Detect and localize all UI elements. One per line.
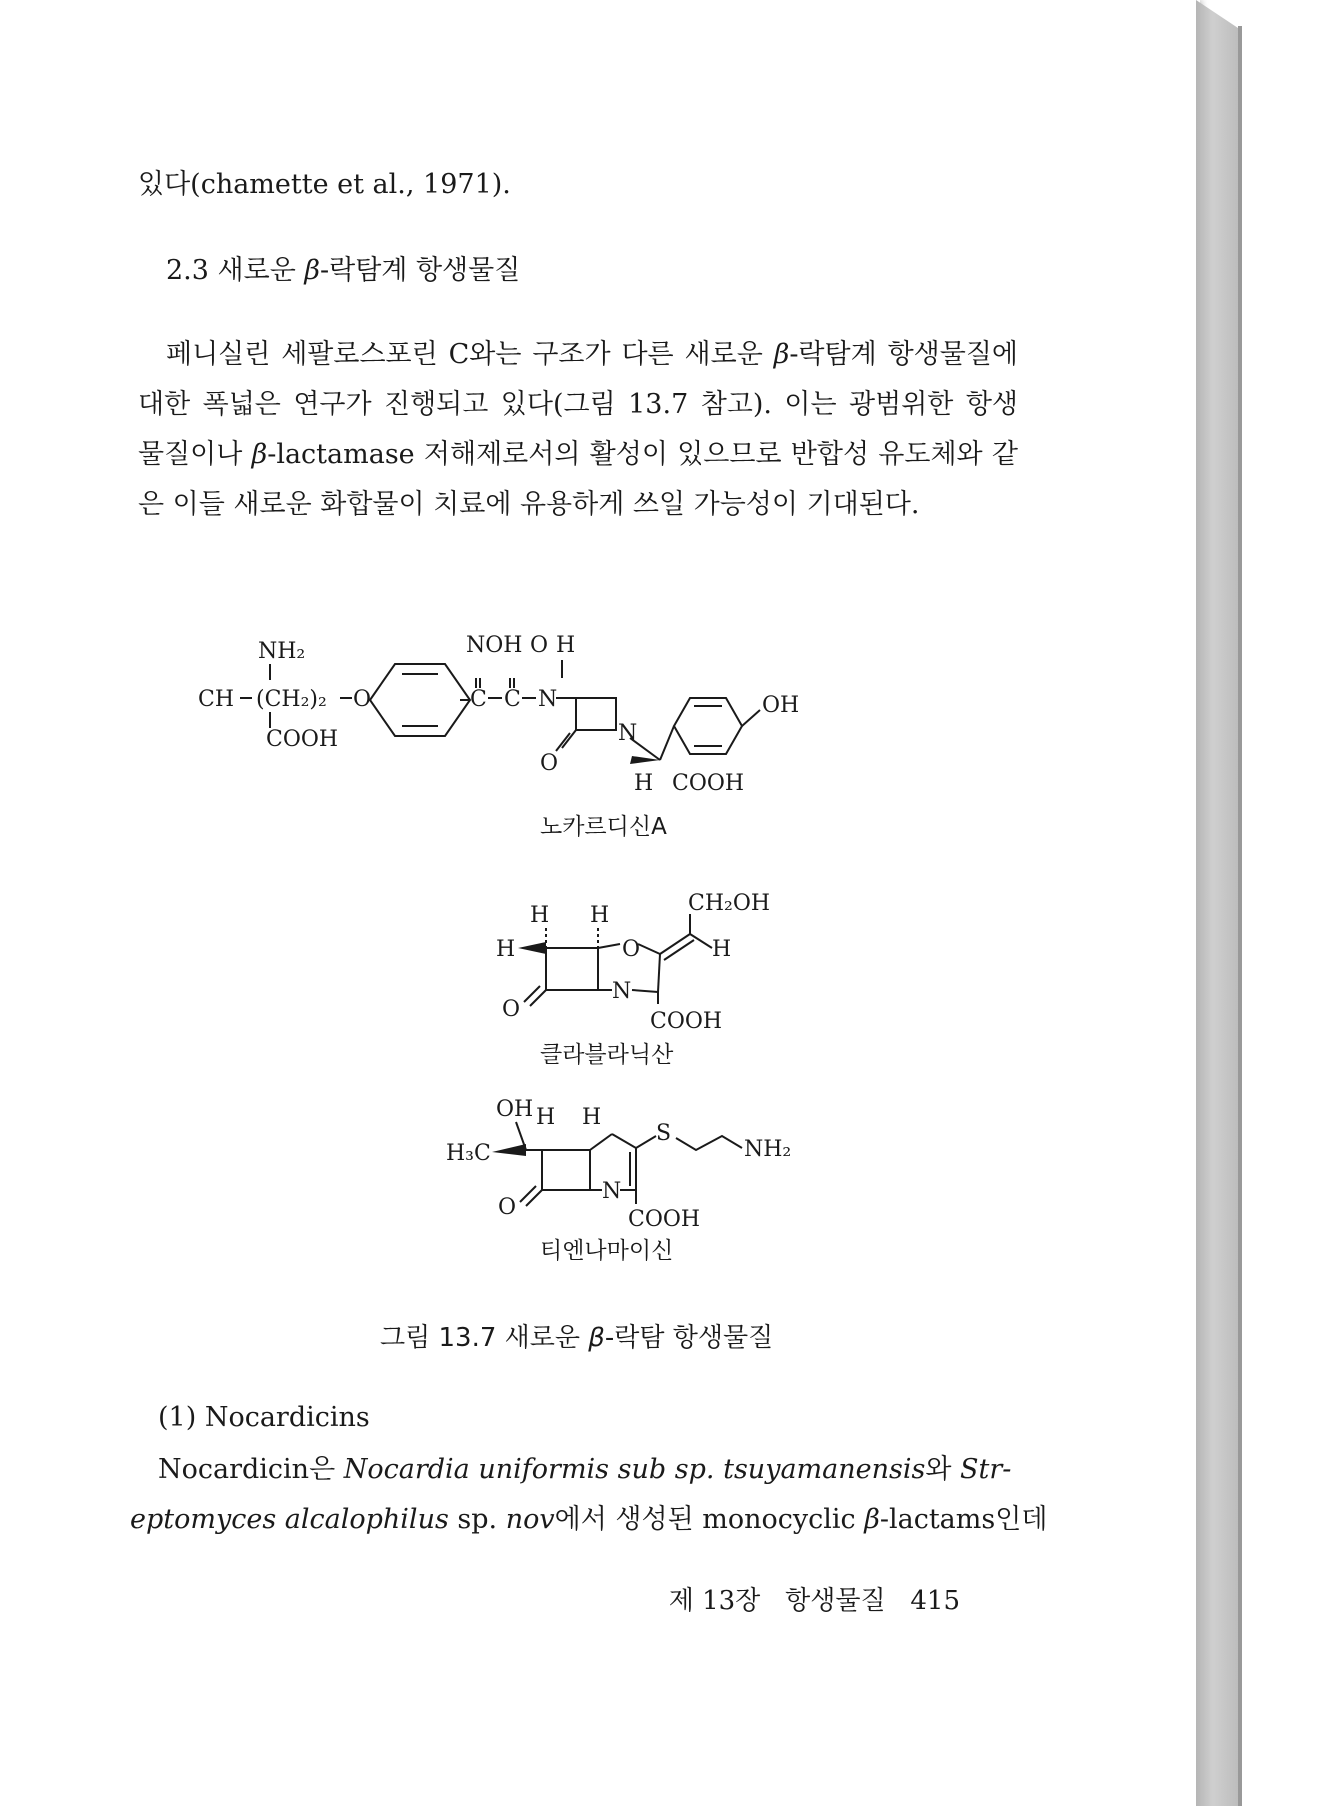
svg-text:H: H [582, 1105, 602, 1130]
svg-text:N: N [538, 687, 558, 712]
footer-chapter: 제 13장 [668, 1586, 761, 1616]
page-number: 415 [910, 1586, 960, 1616]
nocardicin-a-name: 노카르디신A [540, 814, 667, 840]
page-footer [669, 1580, 960, 1617]
clavulanic-acid-name: 클라블라닉산 [540, 1042, 674, 1068]
svg-text:H: H [712, 937, 732, 962]
svg-text:H: H [530, 903, 550, 928]
clavulanic-acid-structure [490, 880, 810, 1030]
svg-text:H: H [536, 1105, 556, 1130]
svg-text:N: N [602, 1179, 622, 1204]
svg-text:C: C [504, 687, 521, 712]
paragraph-2-line-1: Nocardicin은 Nocardia uniformis sub sp. tsuyamanensis와 Str- [158, 1454, 1012, 1485]
paragraph-2 [158, 1445, 1012, 1495]
svg-text:(CH₂)₂: (CH₂)₂ [256, 687, 327, 712]
svg-text:O: O [498, 1195, 517, 1220]
svg-text:O: O [502, 997, 521, 1022]
svg-text:COOH: COOH [672, 771, 745, 796]
subsection-heading: (1) Nocardicins [158, 1402, 370, 1433]
svg-text:O: O [540, 751, 559, 776]
svg-text:H₃C: H₃C [446, 1141, 491, 1166]
svg-text:N: N [612, 979, 632, 1004]
svg-text:OH: OH [762, 693, 800, 718]
svg-text:H: H [590, 903, 610, 928]
book-edge [1238, 26, 1242, 1806]
nocardicin-a-structure [190, 630, 850, 800]
svg-text:COOH: COOH [628, 1207, 701, 1232]
section-number: 2.3 [166, 255, 209, 286]
svg-text:O: O [353, 687, 372, 712]
svg-text:N: N [618, 721, 638, 746]
svg-text:COOH: COOH [266, 727, 339, 752]
footer-title: 항생물질 [785, 1586, 886, 1616]
thienamycin-name: 티엔나마이신 [540, 1238, 674, 1264]
svg-text:H: H [496, 937, 516, 962]
svg-text:NH₂: NH₂ [744, 1137, 792, 1162]
svg-text:H: H [634, 771, 654, 796]
figure-caption: 그림 13.7 새로운 β-락탐 항생물질 [380, 1323, 774, 1353]
svg-text:NH₂: NH₂ [258, 639, 306, 664]
section-heading: 2.3 새로운 β-락탐계 항생물질 [166, 255, 521, 286]
svg-text:C: C [470, 687, 487, 712]
svg-text:O: O [530, 633, 549, 658]
svg-text:OH: OH [496, 1097, 534, 1122]
svg-text:NOH: NOH [466, 633, 523, 658]
paragraph-1-line-4: 은 이들 새로운 화합물이 치료에 유용하게 쓰일 가능성이 기대된다. [138, 489, 920, 520]
paragraph-1-line-3: 물질이나 β-lactamase 저해제로서의 활성이 있으므로 반합성 유도체와 같 [138, 439, 1018, 470]
svg-text:CH: CH [198, 687, 235, 712]
paragraph-2-line-2: eptomyces alcalophilus sp. nov에서 생성된 monocyclic β-lactams인데 [130, 1504, 1048, 1535]
paragraph-2-cont [130, 1495, 1048, 1545]
thienamycin-structure [440, 1090, 860, 1240]
svg-text:O: O [622, 937, 641, 962]
book-spine [1196, 0, 1238, 1806]
svg-text:S: S [656, 1121, 672, 1146]
paragraph-1-line-2: 대한 폭넓은 연구가 진행되고 있다(그림 13.7 참고). 이는 광범위한 항생 [138, 389, 1018, 420]
intro-line: 있다(chamette et al., 1971). [138, 169, 511, 200]
paragraph-1-line-1: 페니실린 세팔로스포린 C와는 구조가 다른 새로운 β-락탐계 항생물질에 [166, 339, 1018, 370]
svg-text:H: H [556, 633, 576, 658]
paragraph-1 [138, 330, 1018, 530]
svg-text:COOH: COOH [650, 1009, 723, 1030]
svg-text:CH₂OH: CH₂OH [688, 891, 771, 916]
